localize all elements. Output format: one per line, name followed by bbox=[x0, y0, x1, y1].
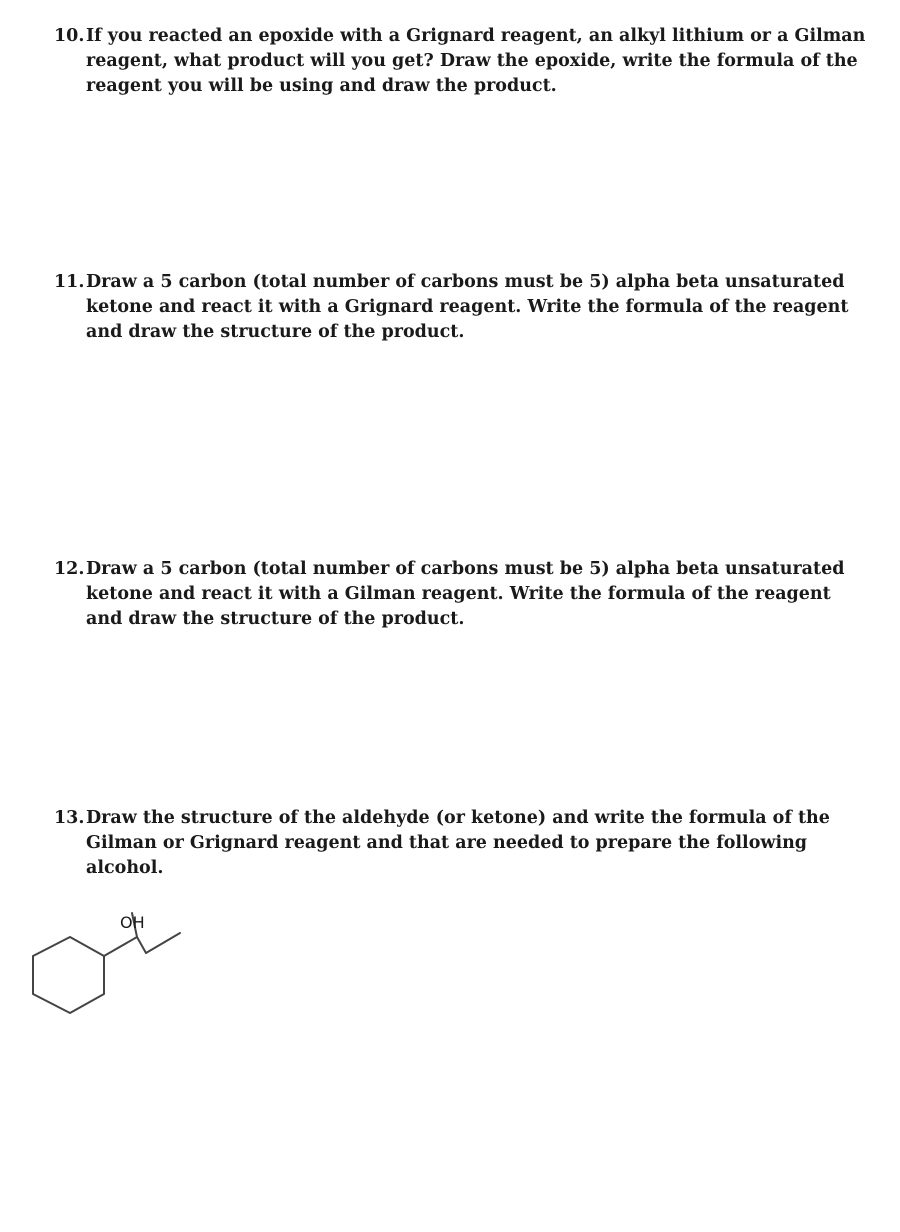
question-number: 11. bbox=[54, 272, 85, 292]
question-text: If you reacted an epoxide with a Grignard reagent, an alkyl lithium or a Gilman reagent, what product will you get? Draw the epoxide, write the formula of the reagent you will be using and draw the product. bbox=[86, 26, 866, 96]
cyclohexane-ring bbox=[33, 937, 104, 1013]
question-11 bbox=[54, 270, 866, 345]
question-text: Draw a 5 carbon (total number of carbons must be 5) alpha beta unsaturated ketone and react it with a Gilman reagent. Write the formula of the reagent and draw the structure of the product. bbox=[86, 559, 845, 629]
question-12 bbox=[54, 557, 866, 632]
question-number: 12. bbox=[54, 559, 85, 579]
bond-ch2-to-ch3 bbox=[146, 933, 180, 953]
question-13 bbox=[54, 806, 866, 881]
question-text: Draw a 5 carbon (total number of carbons must be 5) alpha beta unsaturated ketone and react it with a Grignard reagent. Write the formula of the reagent and draw the structure of the product. bbox=[86, 272, 849, 342]
question-text: Draw the structure of the aldehyde (or ketone) and write the formula of the Gilman or Grignard reagent and that are needed to prepare the following alcohol. bbox=[86, 808, 830, 878]
question-number: 13. bbox=[54, 808, 85, 828]
alcohol-structure bbox=[20, 905, 200, 1035]
bond-carbinol-to-ch2 bbox=[137, 937, 146, 953]
question-number: 10. bbox=[54, 26, 85, 46]
hydroxyl-label: OH bbox=[120, 913, 145, 932]
bond-ring-to-carbinol bbox=[104, 937, 137, 956]
question-10 bbox=[54, 24, 866, 99]
